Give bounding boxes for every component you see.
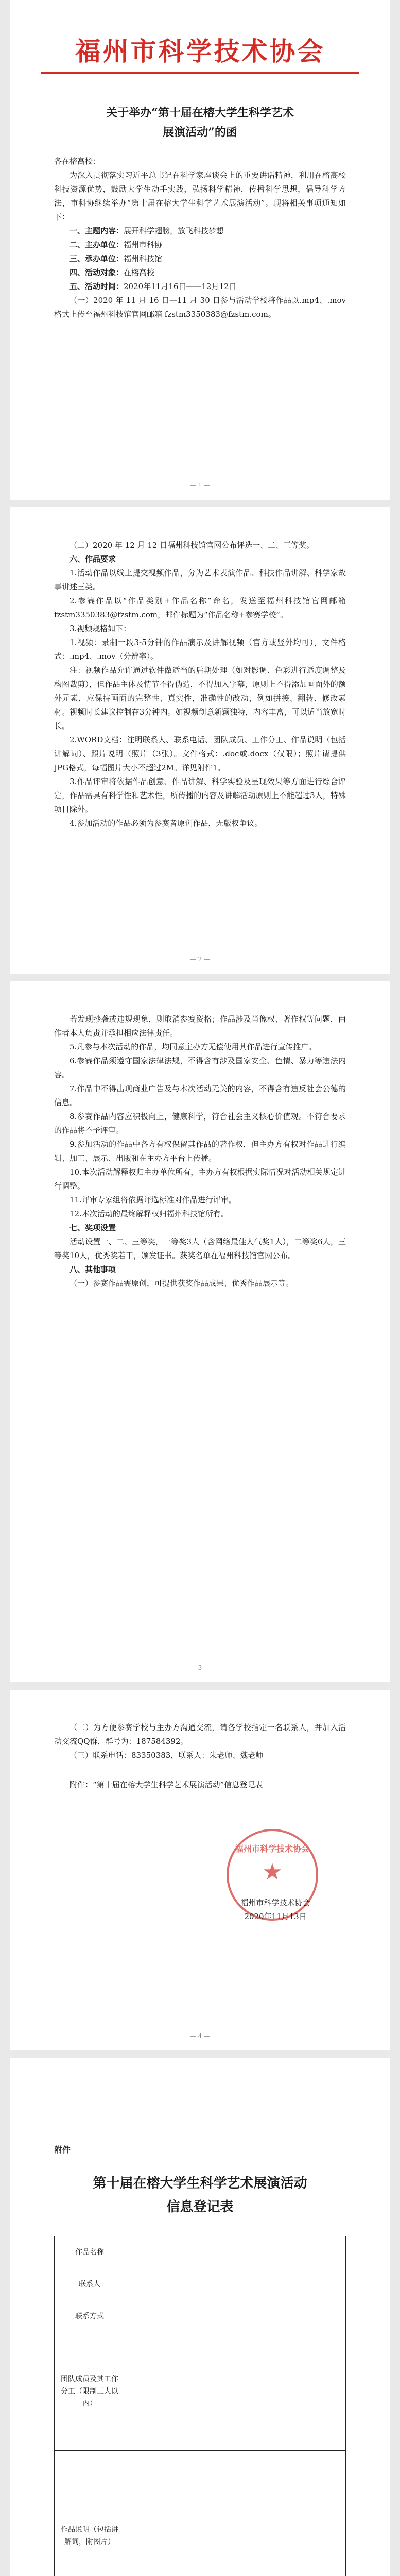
red-divider-line — [41, 72, 359, 74]
page-number: — 3 — — [189, 1664, 211, 1671]
page-3 — [10, 981, 390, 1682]
section-6-item-3: 3.视频规格如下： — [69, 624, 131, 633]
section-1: 一、主题内容：展开科学翅膀，放飞科技梦想 — [69, 226, 224, 235]
seal-star-icon: ★ — [262, 1859, 283, 1885]
document-title — [41, 103, 359, 142]
page-number: — 1 — — [189, 482, 211, 489]
form-row-value-cell[interactable] — [125, 2300, 346, 2332]
section-7-heading: 七、奖项设置 — [69, 1223, 116, 1232]
annex-label: 附件 — [54, 2145, 71, 2155]
annex-title-line-1: 第十届在榕大学生科学艺术展演活动 — [93, 2176, 307, 2191]
section-6-item-7: 若发现抄袭或违规现象，则取消参赛资格；作品涉及肖像权、著作权等问题，由作者本人负责并承担相应法律责任。 — [54, 1014, 346, 1038]
section-3: 三、承办单位：福州科技馆 — [69, 254, 163, 263]
annex-title — [41, 2172, 359, 2219]
seal-text: 福州市科学技术协会 — [235, 1844, 309, 1854]
section-6-item-13: 10.本次活动解释权归主办单位所有，主办方有权根据实际情况对活动相关规定进行调整。 — [54, 1167, 346, 1191]
signature-date: 2020年11月13日 — [244, 1912, 307, 1921]
section-8-item-1: （一）参赛作品需原创，可提供获奖作品成果、优秀作品展示等。 — [69, 1279, 294, 1288]
section-8-item-3: （三）联系电话：83350383，联系人：朱老师、魏老师 — [69, 1751, 264, 1760]
document-title-line-2: 展演活动”的函 — [163, 126, 237, 139]
form-row-label: 作品说明（包括讲解词，附图片） — [55, 2451, 125, 2576]
form-row-label: 联系人 — [55, 2268, 125, 2300]
org-header-title: 福州市科学技术协会 — [75, 37, 325, 66]
letter-body-page-3 — [54, 1012, 346, 1291]
letter-body-page-2 — [54, 538, 346, 831]
page-4 — [10, 1690, 390, 2050]
section-6-item-10: 7.作品中不得出现商业广告及与本次活动无关的内容，不得含有违反社会公德的信息。 — [54, 1084, 346, 1107]
form-row — [55, 2451, 346, 2576]
registration-form-table — [54, 2236, 346, 2576]
section-6-item-9: 6.参赛作品须遵守国家法律法规，不得含有涉及国家安全、色情、暴力等违法内容。 — [54, 1056, 346, 1079]
page-number: — 2 — — [189, 956, 211, 963]
signature-org: 福州市科学技术协会 — [240, 1898, 310, 1907]
section-6-item-5: 3.作品评审将依据作品创意、作品讲解、科学实验及呈现效果等方面进行综合评定，作品需具有科学性和艺术性，所传播的内容及讲解活动原则上不能超过3人，特殊项目除外。 — [54, 777, 346, 814]
form-row-value-cell[interactable] — [125, 2332, 346, 2451]
annex-title-line-2: 信息登记表 — [166, 2199, 234, 2215]
form-row-label: 团队成员及其工作分工（限制三人以内） — [55, 2332, 125, 2451]
page-2 — [10, 507, 390, 974]
section-2: 二、主办单位：福州市科协 — [69, 240, 163, 249]
section-6-item-6: 4.参加活动的作品必须为参赛者原创作品，无版权争议。 — [69, 819, 263, 828]
document-title-line-1: 关于举办“第十届在榕大学生科学艺术 — [106, 106, 294, 120]
section-6-item-15: 12.本次活动的最终解释权归福州科技馆所有。 — [69, 1209, 229, 1218]
section-6-item-12: 9.参加活动的作品中各方有权保留其作品的著作权，但主办方有权对作品进行编辑、加工、展示、出版和在主办方平台上传播。 — [54, 1140, 346, 1163]
section-6-item-2: 2.参赛作品以“作品类别+作品名称”命名，发送至福州科技馆官网邮箱 fzstm3350383@fzstm.com，邮件标题为“作品名称+参赛学校”。 — [54, 596, 346, 619]
form-row-value-cell[interactable] — [125, 2451, 346, 2576]
form-row-value-cell[interactable] — [125, 2236, 346, 2268]
salutation: 各在榕高校： — [54, 157, 101, 166]
form-row-value-cell[interactable] — [125, 2268, 346, 2300]
section-5-item-1: （一）2020 年 11 月 16 日—11 月 30 日参与活动学校将作品以.mp4、.mov 格式上传至福州科技馆官网邮箱 fzstm3350383@fzstm.com。 — [54, 296, 346, 319]
page-number: — 4 — — [189, 2032, 211, 2040]
signature-block — [216, 1896, 335, 1924]
section-6-item-1: 1.活动作品以线上提交视频作品，分为艺术表演作品、科技作品讲解、科学家故事讲述三类。 — [54, 568, 346, 591]
section-7-text: 活动设置一、二、三等奖，一等奖3人（含网络最佳人气奖1人），二等奖6人，三等奖10人，优秀奖若干，颁发证书。获奖名单在福州科技馆官网公布。 — [54, 1237, 346, 1260]
section-8-heading: 八、其他事项 — [69, 1265, 116, 1274]
section-6-item-3-1: 1.视频：录制一段3-5分钟的作品演示及讲解视频（官方或竖外均可），文件格式：.mp4、.mov（分辨率）。 — [54, 638, 346, 661]
page-1 — [10, 0, 390, 500]
section-6-item-4: 2.WORD文档：注明联系人、联系电话、团队成员、工作分工、作品说明（包括讲解词）、照片说明（照片（3张）。文件格式：.doc或.docx（仅限）；照片请提供JPG格式，每幅图片大小不超过2M。详见附件1。 — [54, 735, 346, 772]
attachment-line: 附件：“第十届在榕大学生科学艺术展演活动”信息登记表 — [69, 1780, 263, 1789]
section-6-item-14: 11.评审专家组将依据评选标准对作品进行评审。 — [69, 1195, 236, 1205]
form-row — [55, 2300, 346, 2332]
form-row — [55, 2332, 346, 2451]
section-6-item-8: 5.凡参与本次活动的作品，均同意主办方无偿使用其作品进行宣传推广。 — [69, 1042, 317, 1052]
section-6-item-3-2: 注：视频作品允许通过软件做适当的后期处理（如对影调、色彩进行适度调整及构图裁剪），但作品主体及情节不得伪造，不得加入字幕，原则上不得添加画面外的额外元素，应保持画面的完整性、真实性，准确性的改动，例如拼接、翻转、修改素材。视频时长建议控制在3分钟内。如视频创意新颖独特，内容丰富，可以适当放宽时长。 — [54, 666, 346, 731]
letter-body-page-4 — [54, 1721, 346, 1792]
form-row-label: 联系方式 — [55, 2300, 125, 2332]
intro-paragraph: 为深入贯彻落实习近平总书记在科学家座谈会上的重要讲话精神，利用在榕高校科技资源优势，鼓励大学生动手实践，弘扬科学精神，传播科学思想，倡导科学方法，市科协继续举办“第十届在榕大学生科学艺术展演活动”。现将相关事项通知如下： — [54, 171, 346, 222]
section-8-item-2: （二）为方便参赛学校与主办方沟通交流，请各学校指定一名联系人，并加入活动交流QQ群，群号为：187584392。 — [54, 1723, 346, 1746]
form-row-label: 作品名称 — [55, 2236, 125, 2268]
section-6-heading: 六、作品要求 — [69, 554, 116, 564]
page-5-annex — [10, 2058, 390, 2576]
section-5-item-2: （二）2020 年 12 月 12 日福州科技馆官网公布评选一、二、三等奖。 — [69, 540, 315, 550]
form-row — [55, 2268, 346, 2300]
section-6-item-11: 8.参赛作品内容应积极向上，健康科学，符合社会主义核心价值观。不符合要求的作品将不予评审。 — [54, 1112, 346, 1135]
letter-body-page-1 — [54, 155, 346, 321]
section-5: 五、活动时间：2020年11月16日——12月12日 — [69, 282, 237, 291]
form-row — [55, 2236, 346, 2268]
section-4: 四、活动对象：在榕高校 — [69, 268, 155, 277]
